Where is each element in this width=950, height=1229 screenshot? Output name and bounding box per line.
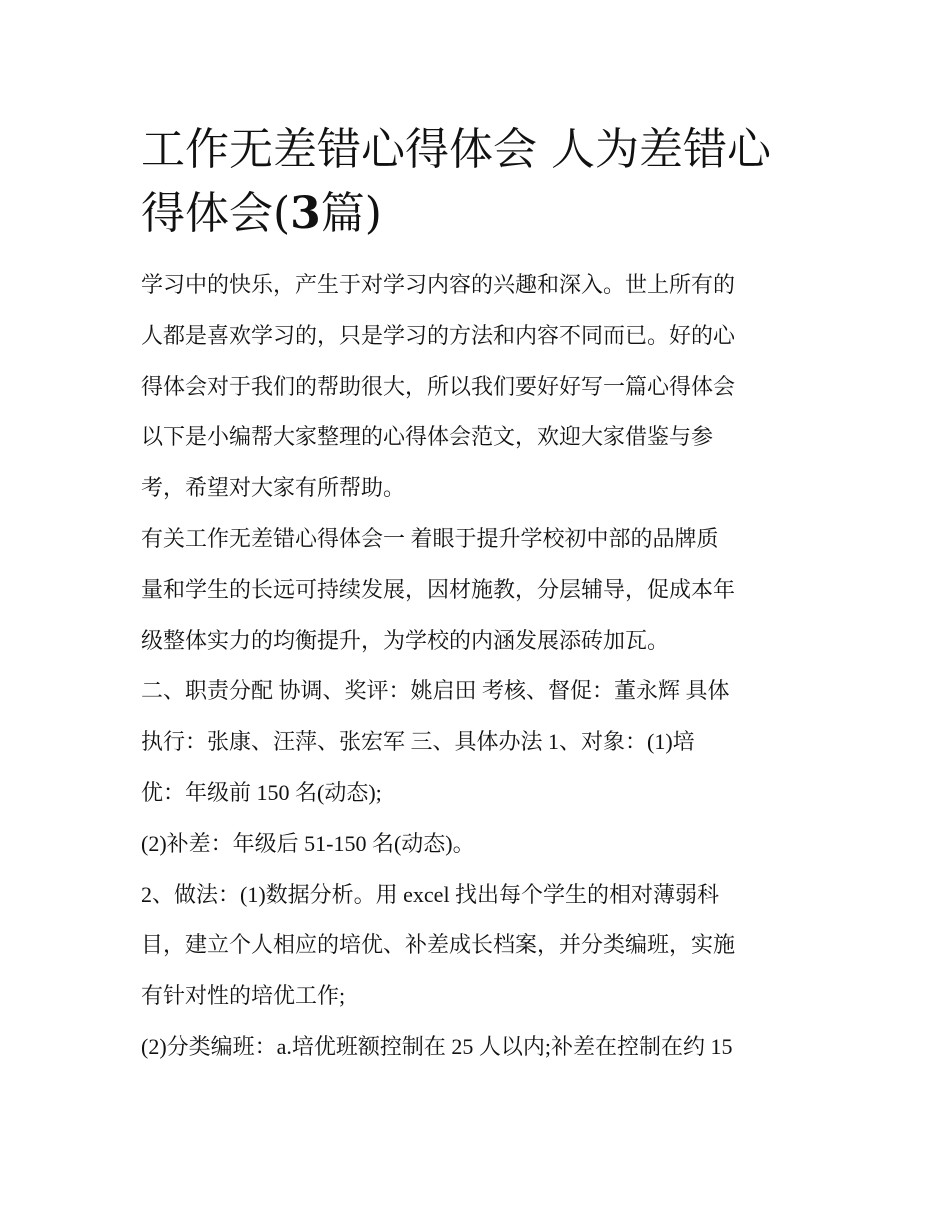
- text-line: (2)分类编班：a.培优班额控制在 25 人以内;补差在控制在约 15: [141, 1033, 733, 1059]
- text-line: 2、做法：(1)数据分析。用 excel 找出每个学生的相对薄弱科: [141, 881, 720, 907]
- paragraph-section-one: [141, 514, 813, 666]
- paragraph-duties: [141, 666, 813, 818]
- paragraph-method: [141, 870, 813, 1022]
- text-line: 级整体实力的均衡提升，为学校的内涵发展添砖加瓦。: [141, 627, 670, 653]
- text-line: 人都是喜欢学习的，只是学习的方法和内容不同而已。好的心: [141, 322, 736, 348]
- paragraph-intro: [141, 260, 813, 514]
- text-line: 二、职责分配 协调、奖评：姚启田 考核、督促：董永辉 具体: [141, 678, 730, 704]
- document-body: [141, 260, 813, 1073]
- text-line: (2)补差：年级后 51-150 名(动态)。: [141, 830, 475, 856]
- text-line: 执行：张康、汪萍、张宏军 三、具体办法 1、对象：(1)培: [141, 729, 695, 755]
- document-title: [141, 118, 813, 246]
- paragraph-remedial: [141, 819, 813, 870]
- text-line: 得体会对于我们的帮助很大，所以我们要好好写一篇心得体会: [141, 373, 736, 399]
- document-content: [141, 118, 813, 1073]
- text-line: 考，希望对大家有所帮助。: [141, 475, 406, 501]
- text-line: 学习中的快乐，产生于对学习内容的兴趣和深入。世上所有的: [141, 272, 736, 297]
- title-text-part2: 篇): [320, 188, 382, 239]
- text-line: 目，建立个人相应的培优、补差成长档案，并分类编班，实施: [141, 932, 736, 958]
- text-line: 优：年级前 150 名(动态);: [141, 779, 382, 805]
- text-line: 有针对性的培优工作;: [141, 983, 346, 1009]
- text-line: 量和学生的长远可持续发展，因材施教，分层辅导，促成本年: [141, 576, 736, 602]
- text-line: 以下是小编帮大家整理的心得体会范文，欢迎大家借鉴与参: [141, 424, 714, 450]
- paragraph-class-grouping: [141, 1022, 813, 1073]
- title-number: 3: [290, 188, 321, 239]
- text-line: 有关工作无差错心得体会一 着眼于提升学校初中部的品牌质: [141, 525, 719, 551]
- title-text-part1: 工作无差错心得体会 人为差错心得体会(: [141, 124, 771, 239]
